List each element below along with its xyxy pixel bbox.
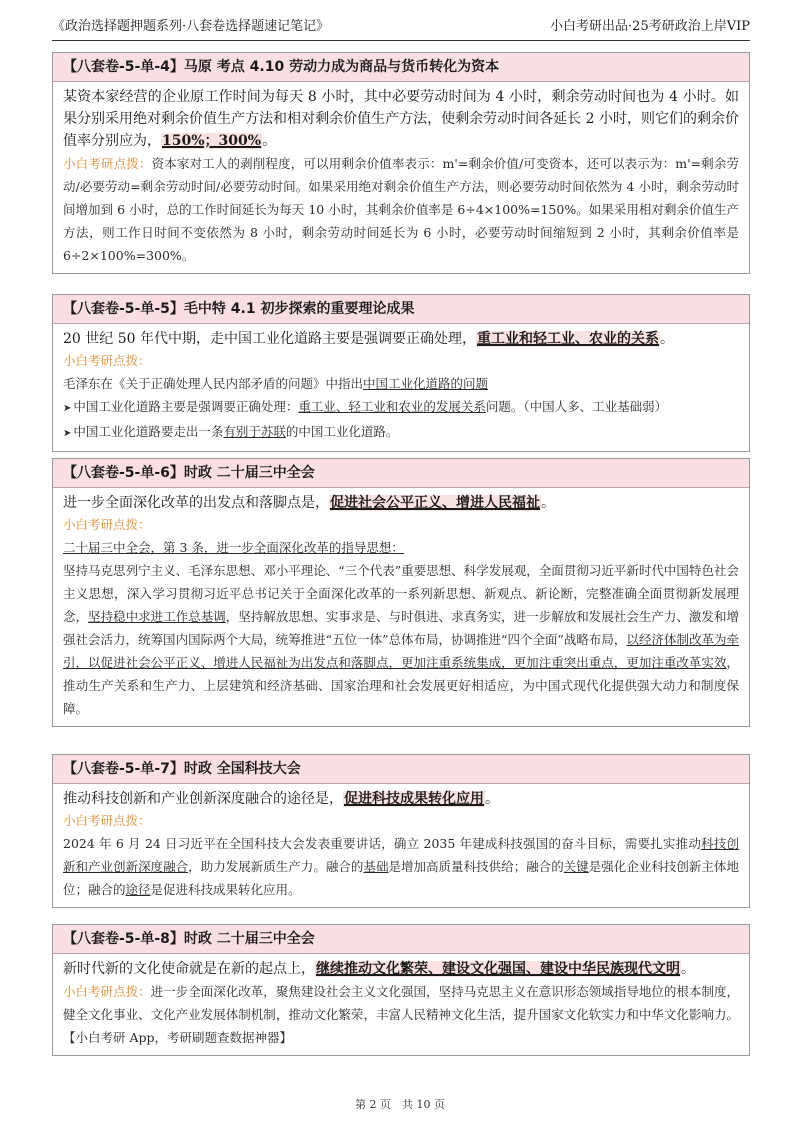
- question-stem: 新时代新的文化使命就是在新的起点上，: [63, 961, 315, 977]
- question-card-6: [52, 458, 750, 727]
- bullet-text: 的中国工业化道路。: [285, 424, 399, 439]
- bullet-underline: 有别于苏联: [223, 424, 286, 439]
- tip-text: 资本家对工人的剥削程度，可以用剩余价值率表示：m'=剩余价值/可变资本，还可以表示为：m'=剩余劳动/必要劳动=剩余劳动时间/必要劳动时间。如果采用绝对剩余价值生产方法，则必要劳动时间依然为 4 小时，剩余劳动时间增加到 6 小时，总的工作时间延长为每天 10 小时，其剩余价值率是 6÷4×100%=150%。如果采用相对剩余价值生产方法，则工作日时间不变依然为 8 小时，剩余劳动时间延长为 6 小时，必要劳动时间缩短到 2 小时，其剩余价值率是 6÷2×100%=300%。: [63, 156, 739, 263]
- tip-text: 坚持马克思列宁主义、毛泽东思想、邓小平理论、“三个代表”重要思想、科学发展观，全面贯彻习近平新时代中国特色社会主义思想，深入学习贯彻习近平总书记关于全面深化改革的一系列新思想、新观点、新论断，完整准确全面贯彻新发展理念，: [63, 563, 739, 624]
- question-text: [63, 788, 739, 810]
- card-title: 【八套卷-5-单-6】时政 二十届三中全会: [53, 459, 749, 488]
- tip-text: ，坚持解放思想、实事求是、与时俱进、求真务实，进一步解放和发展社会生产力、激发和增强社会活力，统筹国内国际两个大局，统筹推进“五位一体”总体布局，协调推进“四个全面”战略布局，: [63, 609, 739, 647]
- tip-line: [63, 372, 739, 395]
- tip-text: 是强化企业科技创新主体地位；融合的: [63, 859, 739, 897]
- tip-text: 进一步全面深化改革，聚焦建设社会主义文化强国，坚持马克思主义在意识形态领域指导地位的根本制度，健全文化事业、文化产业发展体制机制，推动文化繁荣，丰富人民精神文化生活，提升国家文化软实力和中华文化影响力。【小白考研 App，考研刷题查数据神器】: [63, 984, 739, 1045]
- header-doc-title: 《政治选择题押题系列·八套卷选择题速记笔记》: [52, 19, 330, 34]
- tip-text: ，推动生产关系和生产力、上层建筑和经济基础、国家治理和社会发展更好相适应，为中国式现代化提供强大动力和制度保障。: [63, 655, 739, 716]
- tip-text: 是增加高质量科技供给；融合的: [388, 859, 564, 874]
- tip-paragraph: [63, 559, 739, 720]
- card-title: 【八套卷-5-单-5】毛中特 4.1 初步探索的重要理论成果: [53, 295, 749, 324]
- tip-text: 2024 年 6 月 24 日习近平在全国科技大会发表重要讲话，确立 2035 年建成科技强国的奋斗目标，需要扎实推动: [63, 836, 702, 851]
- triangle-bullet-icon: ➤: [63, 428, 72, 439]
- answer-highlight: 重工业和轻工业、农业的关系: [476, 331, 659, 347]
- tip-text: 是促进科技成果转化应用。: [150, 882, 301, 897]
- card-title: 【八套卷-5-单-7】时政 全国科技大会: [53, 755, 749, 784]
- page-header: [52, 14, 750, 41]
- answer-highlight: 促进科技成果转化应用: [344, 791, 484, 807]
- tip-underline: 坚持稳中求进工作总基调: [88, 609, 226, 624]
- tip-underline: 关键: [563, 859, 589, 874]
- bullet-underline: 重工业、轻工业和农业的发展关系: [298, 399, 486, 414]
- bullet-text: 问题。（中国人多、工业基础弱）: [485, 399, 668, 414]
- bullet-text: 中国工业化道路要走出一条: [73, 424, 224, 439]
- tip-underline: 中国工业化道路的问题: [363, 376, 489, 391]
- answer-highlight: 150%；300%: [162, 133, 262, 149]
- question-text: [63, 328, 739, 350]
- question-card-4: [52, 52, 750, 274]
- tip-underline: 途径: [125, 882, 151, 897]
- tip-text: ，助力发展新质生产力。融合的: [188, 859, 364, 874]
- card-title: 【八套卷-5-单-4】马原 考点 4.10 劳动力成为商品与货币转化为资本: [53, 53, 749, 82]
- question-stem: 20 世纪 50 年代中期，走中国工业化道路主要是强调要正确处理，: [63, 331, 476, 347]
- triangle-bullet-icon: ➤: [63, 403, 72, 414]
- question-text: [63, 958, 739, 980]
- question-card-7: [52, 754, 750, 908]
- tip-label: 小白考研点拨：: [63, 813, 151, 828]
- tip-note: [63, 980, 739, 1049]
- question-stem: 进一步全面深化改革的出发点和落脚点是，: [63, 495, 329, 511]
- question-text: [63, 86, 739, 152]
- tip-text: 毛泽东在《关于正确处理人民内部矛盾的问题》中指出: [63, 376, 364, 391]
- tip-underline: 二十届三中全会，第 3 条，进一步全面深化改革的指导思想：: [63, 540, 404, 555]
- bullet-item: [63, 395, 739, 420]
- tip-subtitle: [63, 536, 739, 559]
- question-text: [63, 492, 739, 514]
- bullet-text: 中国工业化道路主要是强调要正确处理：: [73, 399, 299, 414]
- tip-label: 小白考研点拨：: [63, 353, 151, 368]
- bullet-item: [63, 420, 739, 445]
- tip-label: 小白考研点拨：: [63, 156, 152, 171]
- question-end: 。: [659, 331, 674, 347]
- question-end: 。: [485, 791, 499, 807]
- tip-label: 小白考研点拨：: [63, 984, 151, 999]
- tip-underline: 基础: [363, 859, 389, 874]
- header-publisher: 小白考研出品·25考研政治上岸VIP: [550, 19, 750, 34]
- tip-paragraph: [63, 832, 739, 901]
- question-stem: 某资本家经营的企业原工作时间为每天 8 小时，其中必要劳动时间为 4 小时，剩余劳动时间也为 4 小时。如果分别采用绝对剩余价值生产方法和相对剩余价值生产方法，使剩余劳动时间各延长 2 小时，则它们的剩余价值率分别应为，: [63, 89, 739, 149]
- question-end: 。: [541, 495, 555, 511]
- question-card-5: [52, 294, 750, 452]
- tip-underline: 以经济体制改革为牵引，以促进社会公平正义、增进人民福祉为出发点和落脚点，更加注重系统集成，更加注重突出重点，更加注重改革实效: [63, 632, 739, 670]
- tip-underline: 科技创新和产业创新深度融合: [63, 836, 739, 874]
- question-end: 。: [262, 133, 277, 149]
- tip-note: [63, 152, 739, 267]
- page-number: 第 2 页 共 10 页: [355, 1098, 445, 1111]
- question-stem: 推动科技创新和产业创新深度融合的途径是，: [63, 791, 343, 807]
- tip-label: 小白考研点拨：: [63, 517, 151, 532]
- answer-highlight: 促进社会公平正义、增进人民福祉: [330, 495, 540, 511]
- card-title: 【八套卷-5-单-8】时政 二十届三中全会: [53, 925, 749, 954]
- answer-highlight: 继续推动文化繁荣、建设文化强国、建设中华民族现代文明: [316, 961, 680, 977]
- question-card-8: [52, 924, 750, 1056]
- question-end: 。: [681, 961, 695, 977]
